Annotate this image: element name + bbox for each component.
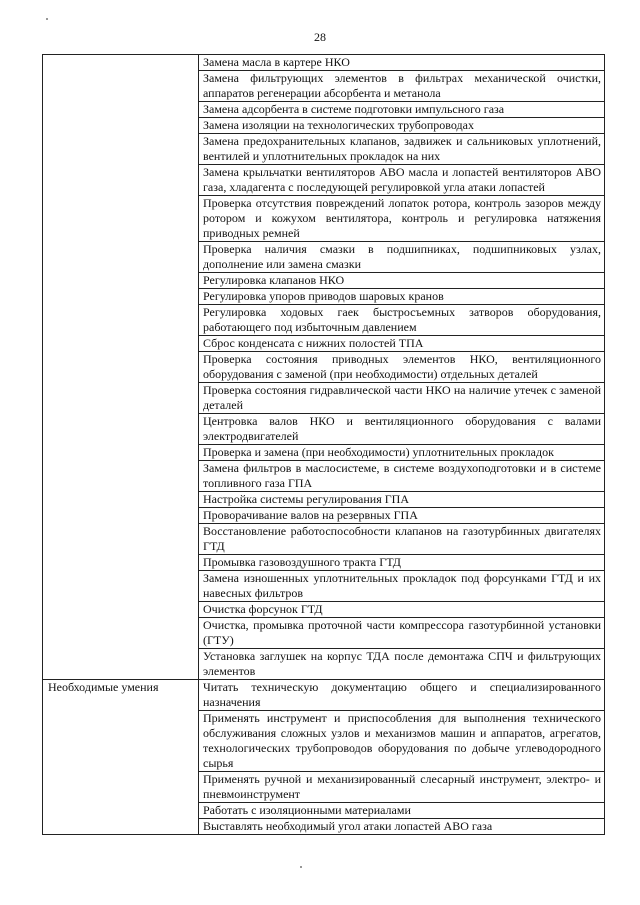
- work-item: Проворачивание валов на резервных ГПА: [199, 508, 605, 524]
- skill-item: Читать техническую документацию общего и специализированного назначения: [199, 680, 605, 711]
- scan-speck: [46, 18, 48, 20]
- work-item: Замена фильтров в маслосистеме, в системе воздухоподготовки и в системе топливного газа ГПА: [199, 461, 605, 492]
- competency-table-body: [43, 55, 605, 835]
- work-item: Центровка валов НКО и вентиляционного оборудования с валами электродвигателей: [199, 414, 605, 445]
- section-label-cell: [43, 55, 199, 680]
- work-item: Проверка и замена (при необходимости) уплотнительных прокладок: [199, 445, 605, 461]
- work-item: Проверка состояния гидравлической части НКО на наличие утечек с заменой деталей: [199, 383, 605, 414]
- work-item: Замена крыльчатки вентиляторов АВО масла и лопастей вентиляторов АВО газа, хладагента с последующей регулировкой угла атаки лопастей: [199, 165, 605, 196]
- work-item: Настройка системы регулирования ГПА: [199, 492, 605, 508]
- skill-item: Применять инструмент и приспособления для выполнения технического обслуживания сложных узлов и механизмов машин и аппаратов, агрегатов, технологических трубопроводов оборудования по добыче углеводородного сырья: [199, 711, 605, 772]
- work-item: Проверка наличия смазки в подшипниках, подшипниковых узлах, дополнение или замена смазки: [199, 242, 605, 273]
- work-item: Замена масла в картере НКО: [199, 55, 605, 71]
- work-item: Восстановление работоспособности клапанов на газотурбинных двигателях ГТД: [199, 524, 605, 555]
- table-row: [43, 55, 605, 71]
- scan-speck: [300, 866, 302, 868]
- work-item: Проверка отсутствия повреждений лопаток ротора, контроль зазоров между ротором и кожухом вентилятора, контроль и регулировка натяжения приводных ремней: [199, 196, 605, 242]
- work-item: Замена адсорбента в системе подготовки импульсного газа: [199, 102, 605, 118]
- work-item: Проверка состояния приводных элементов НКО, вентиляционного оборудования с заменой (при необходимости) отдельных деталей: [199, 352, 605, 383]
- work-item: Регулировка клапанов НКО: [199, 273, 605, 289]
- work-item: Промывка газовоздушного тракта ГТД: [199, 555, 605, 571]
- work-item: Замена предохранительных клапанов, задвижек и сальниковых уплотнений, вентилей и уплотнительных прокладок на них: [199, 134, 605, 165]
- competency-table: [42, 54, 605, 835]
- work-item: Регулировка ходовых гаек быстросъемных затворов оборудования, работающего под избыточным давлением: [199, 305, 605, 336]
- skill-item: Работать с изоляционными материалами: [199, 803, 605, 819]
- skill-item: Применять ручной и механизированный слесарный инструмент, электро- и пневмоинструмент: [199, 772, 605, 803]
- section-label-cell: Необходимые умения: [43, 680, 199, 835]
- work-item: Очистка, промывка проточной части компрессора газотурбинной установки (ГТУ): [199, 618, 605, 649]
- work-item: Очистка форсунок ГТД: [199, 602, 605, 618]
- table-row: [43, 680, 605, 711]
- work-item: Замена фильтрующих элементов в фильтрах механической очистки, аппаратов регенерации абсорбента и метанола: [199, 71, 605, 102]
- work-item: Регулировка упоров приводов шаровых кранов: [199, 289, 605, 305]
- page-number: 28: [314, 30, 326, 44]
- work-item: Сброс конденсата с нижних полостей ТПА: [199, 336, 605, 352]
- work-item: Замена изоляции на технологических трубопроводах: [199, 118, 605, 134]
- work-item: Замена изношенных уплотнительных прокладок под форсунками ГТД и их навесных фильтров: [199, 571, 605, 602]
- work-item: Установка заглушек на корпус ТДА после демонтажа СПЧ и фильтрующих элементов: [199, 649, 605, 680]
- skill-item: Выставлять необходимый угол атаки лопастей АВО газа: [199, 819, 605, 835]
